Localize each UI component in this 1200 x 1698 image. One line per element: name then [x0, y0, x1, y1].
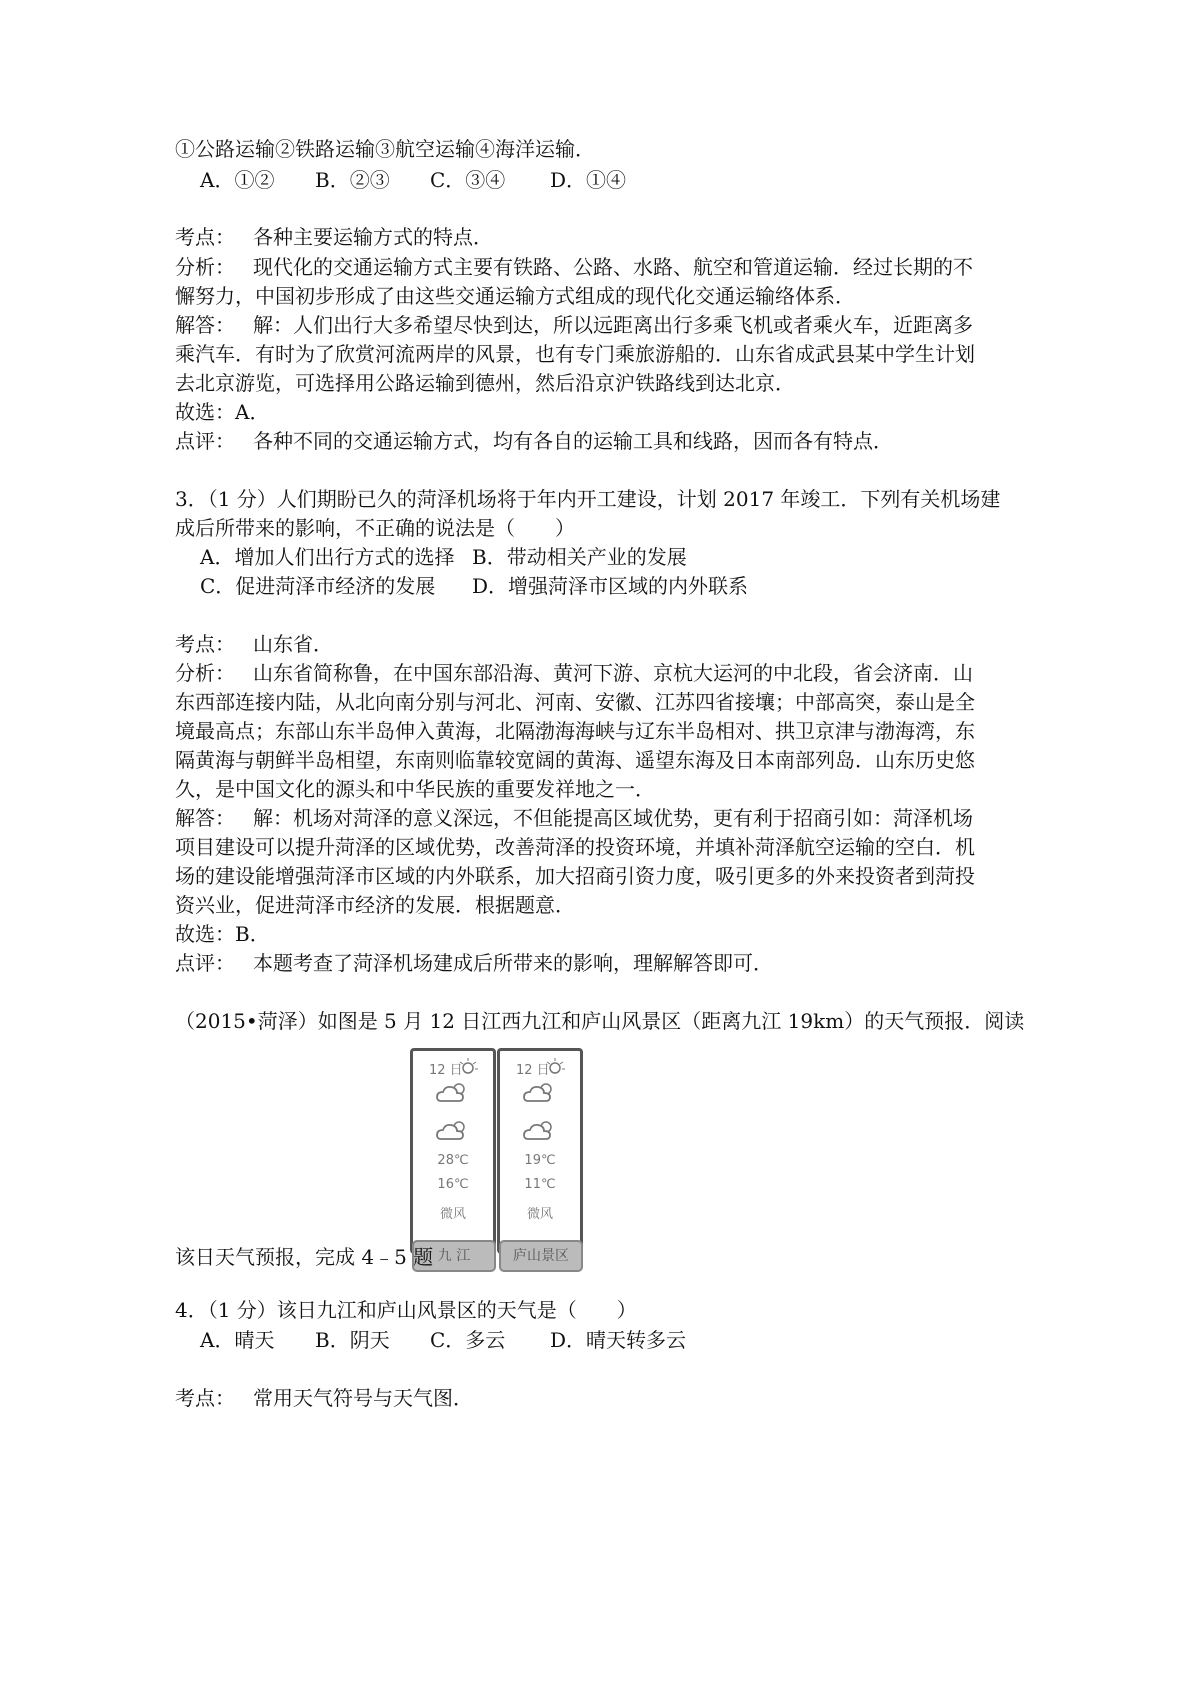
q2-option-b: B．②③: [315, 168, 390, 192]
q4-option-b: B．阴天: [315, 1328, 390, 1352]
fenxi-label: 分析：: [175, 255, 235, 279]
date-label: 12 日: [429, 1063, 463, 1078]
jieda-text: 解：机场对菏泽的意义深远，不但能提高区域优势，更有利于招商引如：菏泽机场: [253, 806, 973, 830]
wind: 微风: [526, 1207, 553, 1222]
q3-jieda-cont-2: 场的建设能增强菏泽市区域的内外联系，加大招商引资力度，吸引更多的外来投资者到菏投: [175, 864, 975, 888]
q4-option-a: A．晴天: [200, 1328, 275, 1352]
kaodian-text: 各种主要运输方式的特点．: [253, 225, 493, 249]
q3-fenxi-cont-2: 境最高点；东部山东半岛伸入黄海，北隔渤海海峡与辽东半岛相对、拱卫京津与渤海湾，东: [175, 719, 975, 743]
q2-dianping: [175, 426, 893, 456]
q3-answer: 故选：B．: [175, 922, 270, 946]
wind: 微风: [439, 1207, 466, 1222]
q3-fenxi-cont-3: 隔黄海与朝鲜半岛相望，东南则临靠较宽阔的黄海、遥望东海及日本南部列岛．山东历史悠: [175, 748, 975, 772]
q2-items-line: ①公路运输②铁路运输③航空运输④海洋运输．: [175, 137, 595, 161]
group-intro: （2015•菏泽）如图是 5 月 12 日江西九江和庐山风景区（距离九江 19km）的天气预报．阅读: [175, 1009, 1025, 1033]
q3-jieda: [175, 803, 973, 833]
low-temp: 11℃: [524, 1177, 556, 1192]
place-tag-lushan: 庐山景区: [499, 1240, 583, 1272]
partly-cloudy-icon: [435, 1119, 471, 1143]
q3-option-c: C．促进菏泽市经济的发展: [200, 574, 436, 598]
q3-option-d: D．增强菏泽市区域的内外联系: [472, 574, 749, 598]
q3-option-b: B．带动相关产业的发展: [472, 545, 687, 569]
kaodian-text: 常用天气符号与天气图．: [253, 1386, 473, 1410]
q2-option-c: C．③④: [430, 168, 506, 192]
partly-cloudy-icon: [522, 1119, 558, 1143]
sun-icon: [544, 1057, 566, 1077]
q2-jieda-cont-2: 去北京游览，可选择用公路运输到德州，然后沿京沪铁路线到达北京．: [175, 371, 795, 395]
q3-fenxi-cont-4: 久，是中国文化的源头和中华民族的重要发祥地之一．: [175, 777, 655, 801]
q3-fenxi-cont-1: 东西部连接内陆，从北向南分别与河北、河南、安徽、江苏四省接壤；中部高突，泰山是全: [175, 690, 975, 714]
q3-kaodian: [175, 629, 333, 659]
q3-dianping: [175, 948, 773, 978]
kaodian-label: 考点：: [175, 225, 235, 249]
jieda-text: 解：人们出行大多希望尽快到达，所以远距离出行多乘飞机或者乘火车，近距离多: [253, 313, 973, 337]
dianping-label: 点评：: [175, 429, 235, 453]
high-temp: 19℃: [524, 1153, 556, 1168]
low-temp: 16℃: [437, 1177, 469, 1192]
group-intro-cont: 该日天气预报，完成 4﹣5 题: [175, 1245, 434, 1269]
weather-card-lushan: [497, 1048, 583, 1254]
jieda-label: 解答：: [175, 313, 235, 337]
q3-jieda-cont-1: 项目建设可以提升菏泽的区域优势，改善菏泽的投资环境，并填补菏泽航空运输的空白．机: [175, 835, 975, 859]
kaodian-text: 山东省．: [253, 632, 333, 656]
jieda-label: 解答：: [175, 806, 235, 830]
high-temp: 28℃: [437, 1153, 469, 1168]
q3-stem: 3．（1 分）人们期盼已久的菏泽机场将于年内开工建设，计划 2017 年竣工．下列有关机场建: [175, 487, 1001, 511]
q4-kaodian: [175, 1383, 473, 1413]
fenxi-text: 山东省简称鲁，在中国东部沿海、黄河下游、京杭大运河的中北段，省会济南．山: [253, 661, 973, 685]
kaodian-label: 考点：: [175, 1386, 235, 1410]
q2-answer: 故选：A．: [175, 400, 270, 424]
q2-option-d: D．①④: [550, 168, 627, 192]
q3-fenxi: [175, 658, 973, 688]
q2-jieda: [175, 310, 973, 340]
dianping-text: 本题考查了菏泽机场建成后所带来的影响，理解解答即可．: [253, 951, 773, 975]
q2-option-a: A．①②: [200, 168, 275, 192]
q2-kaodian: [175, 222, 493, 252]
date-label: 12 日: [516, 1063, 550, 1078]
q4-stem: 4．（1 分）该日九江和庐山风景区的天气是（ ）: [175, 1298, 637, 1322]
dianping-label: 点评：: [175, 951, 235, 975]
weather-card-jiujiang: [410, 1048, 496, 1254]
fenxi-label: 分析：: [175, 661, 235, 685]
place-tag-jiujiang: 九 江: [412, 1240, 496, 1272]
q2-fenxi-cont: 懈努力，中国初步形成了由这些交通运输方式组成的现代化交通运输络体系．: [175, 284, 855, 308]
q2-fenxi: [175, 252, 973, 282]
q4-option-d: D．晴天转多云: [550, 1328, 687, 1352]
q3-stem-cont: 成后所带来的影响，不正确的说法是（ ）: [175, 516, 575, 540]
q4-option-c: C．多云: [430, 1328, 506, 1352]
kaodian-label: 考点：: [175, 632, 235, 656]
fenxi-text: 现代化的交通运输方式主要有铁路、公路、水路、航空和管道运输．经过长期的不: [253, 255, 973, 279]
sun-icon: [457, 1057, 479, 1077]
partly-cloudy-icon: [522, 1081, 558, 1105]
q2-jieda-cont-1: 乘汽车．有时为了欣赏河流两岸的风景，也有专门乘旅游船的．山东省成武县某中学生计划: [175, 342, 975, 366]
dianping-text: 各种不同的交通运输方式，均有各自的运输工具和线路，因而各有特点．: [253, 429, 893, 453]
partly-cloudy-icon: [435, 1081, 471, 1105]
q3-option-a: A．增加人们出行方式的选择: [200, 545, 455, 569]
q3-jieda-cont-3: 资兴业，促进菏泽市经济的发展．根据题意．: [175, 893, 575, 917]
